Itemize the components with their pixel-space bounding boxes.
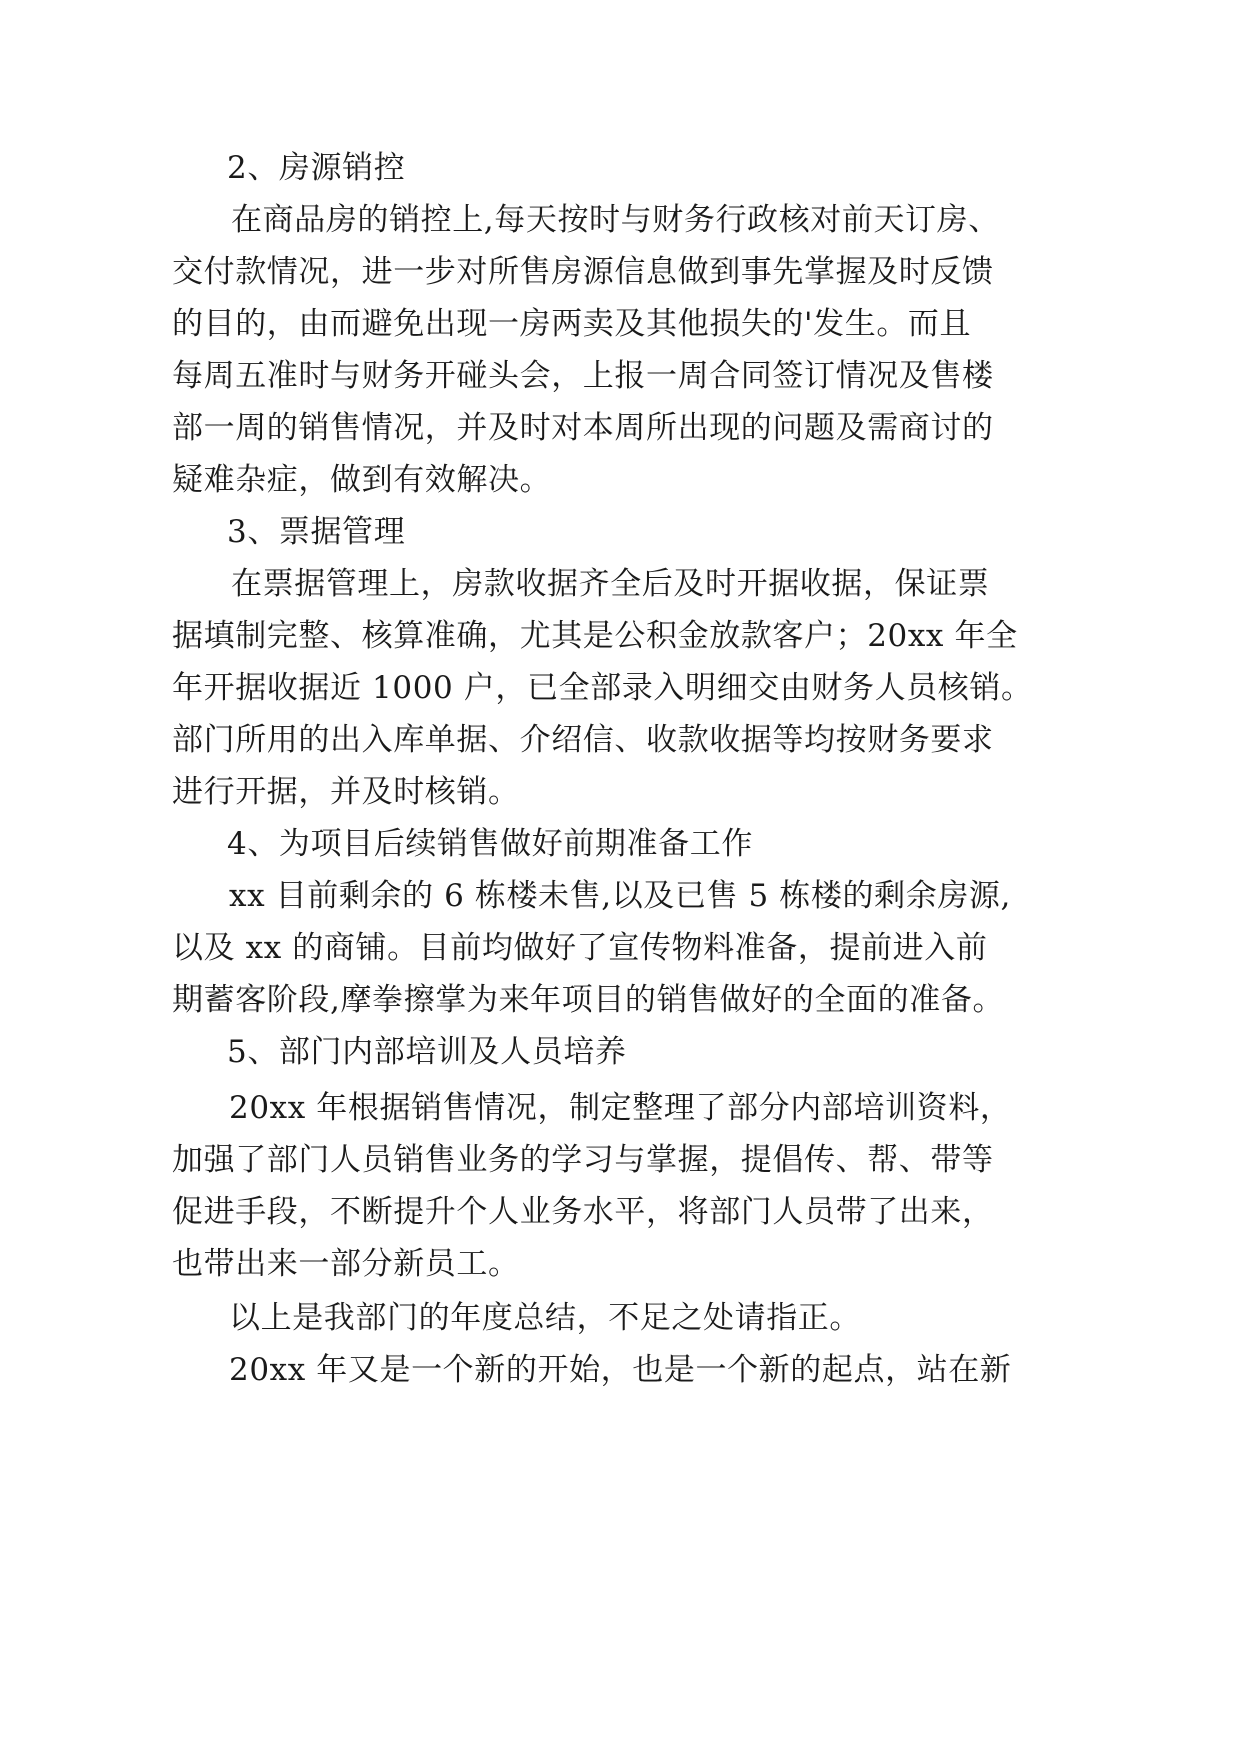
paragraph-line: 期蓄客阶段,摩拳擦掌为来年项目的销售做好的全面的准备。	[172, 982, 1005, 1018]
section-heading-4: 4、为项目后续销售做好前期准备工作	[227, 826, 753, 862]
paragraph-line: 部门所用的出入库单据、介绍信、收款收据等均按财务要求	[172, 722, 994, 758]
paragraph-line: 年开据收据近 1000 户，已全部录入明细交由财务人员核销。	[172, 670, 1033, 706]
paragraph-line: 也带出来一部分新员工。	[172, 1246, 520, 1282]
paragraph-line: 以及 xx 的商铺。目前均做好了宣传物料准备，提前进入前	[172, 930, 988, 966]
section-heading-3: 3、票据管理	[227, 514, 406, 550]
paragraph-line: 进行开据，并及时核销。	[172, 774, 520, 810]
paragraph-line: 促进手段，不断提升个人业务水平，将部门人员带了出来，	[172, 1194, 994, 1230]
section-heading-5: 5、部门内部培训及人员培养	[227, 1034, 627, 1070]
paragraph-line: 的目的，由而避免出现一房两卖及其他损失的'发生。而且	[172, 306, 972, 342]
paragraph-line: 20xx 年又是一个新的开始，也是一个新的起点，站在新	[229, 1352, 1012, 1388]
paragraph-line: 在商品房的销控上,每天按时与财务行政核对前天订房、	[231, 202, 1000, 238]
paragraph-line: 20xx 年根据销售情况，制定整理了部分内部培训资料，	[229, 1090, 1012, 1126]
paragraph-line: 据填制完整、核算准确，尤其是公积金放款客户；20xx 年全	[172, 618, 1018, 654]
paragraph-line: 交付款情况，进一步对所售房源信息做到事先掌握及时反馈	[172, 254, 994, 290]
section-heading-2: 2、房源销控	[227, 150, 406, 186]
paragraph-line: 在票据管理上，房款收据齐全后及时开据收据，保证票	[231, 566, 990, 602]
paragraph-line: 加强了部门人员销售业务的学习与掌握，提倡传、帮、带等	[172, 1142, 994, 1178]
paragraph-line: 以上是我部门的年度总结，不足之处请指正。	[229, 1300, 861, 1336]
paragraph-line: xx 目前剩余的 6 栋楼未售,以及已售 5 栋楼的剩余房源,	[229, 878, 1011, 914]
paragraph-line: 疑难杂症，做到有效解决。	[172, 462, 552, 498]
paragraph-line: 每周五准时与财务开碰头会，上报一周合同签订情况及售楼	[172, 358, 994, 394]
paragraph-line: 部一周的销售情况，并及时对本周所出现的问题及需商讨的	[172, 410, 994, 446]
